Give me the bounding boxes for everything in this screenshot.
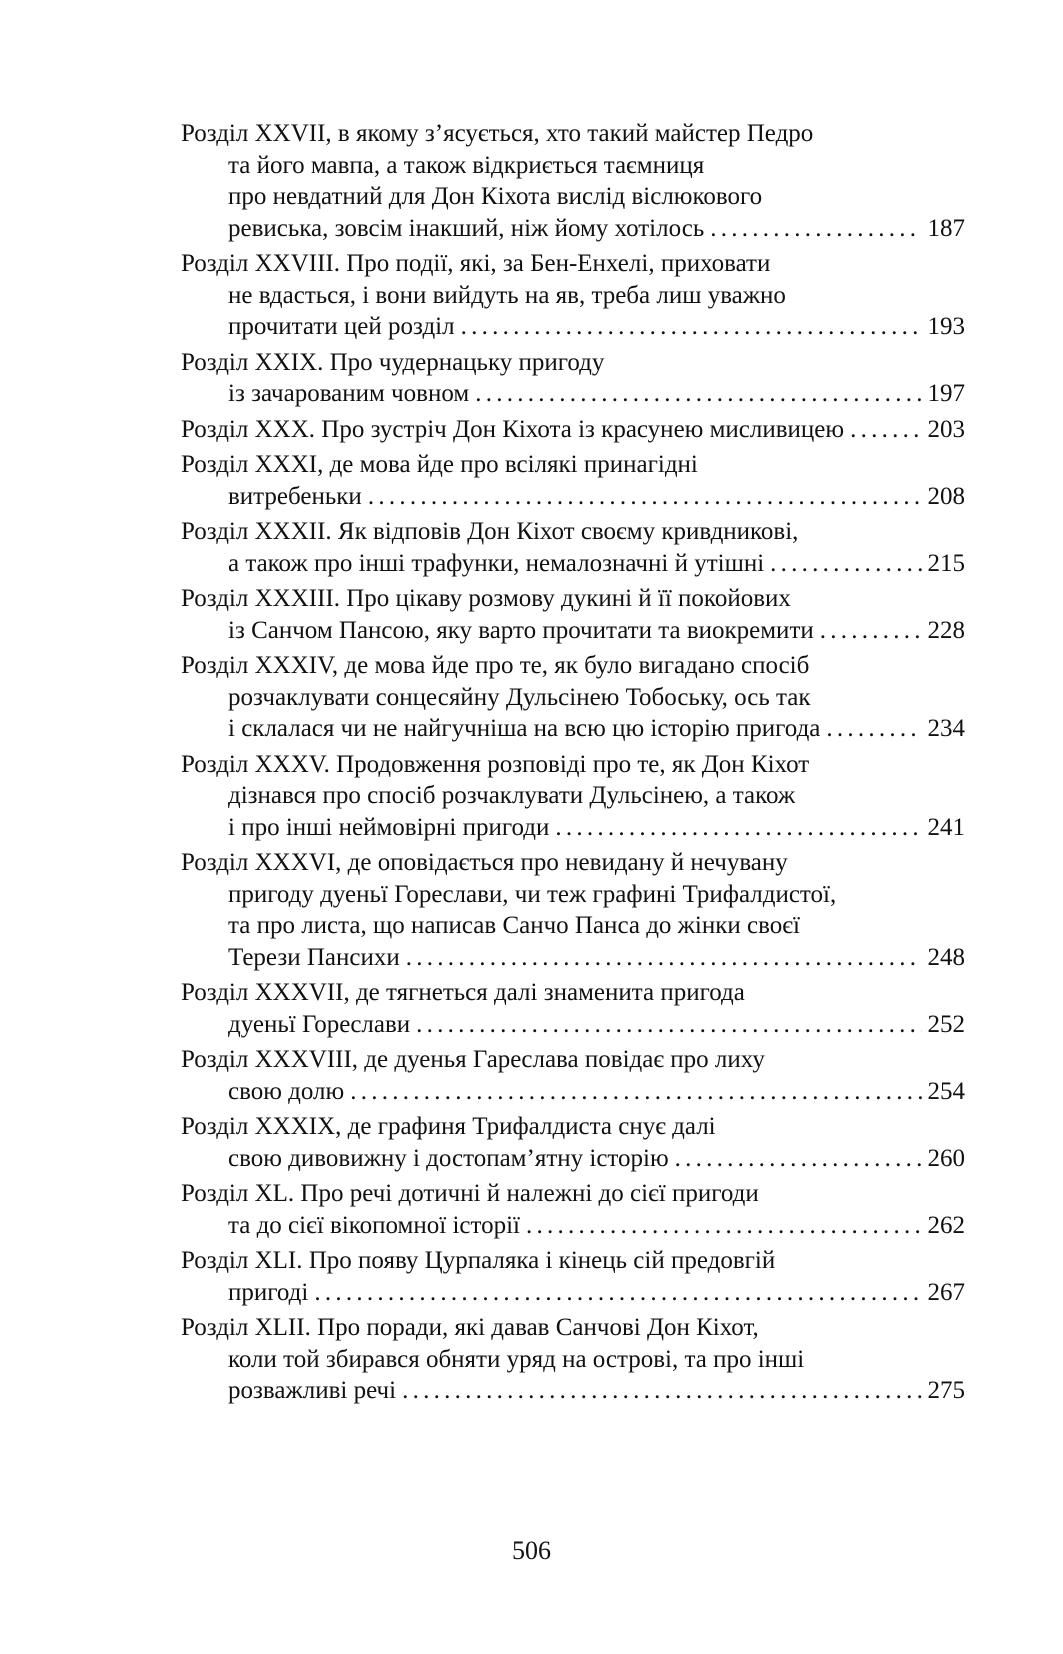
toc-entry — [181, 248, 965, 343]
toc-entry — [181, 977, 965, 1040]
toc-entry-line — [181, 650, 965, 682]
toc-entry-text: та про листа, що написав Санчо Панса до жінки своєї — [228, 912, 800, 939]
toc-entry-text: Розділ XXXVIII, де дуенья Гарeслава повідає про лиху — [181, 1046, 765, 1073]
toc-page-number: 241 — [927, 813, 965, 841]
toc-entry-line — [181, 150, 965, 182]
toc-entry-line — [181, 847, 965, 879]
dot-leader — [820, 615, 922, 647]
toc-entry — [181, 749, 965, 844]
toc-entry-line — [181, 248, 965, 280]
dot-leader — [675, 1143, 922, 1175]
toc-entry-line — [181, 910, 965, 942]
dot-leader — [770, 548, 921, 580]
toc-entry-line — [181, 347, 965, 379]
toc-page-number: 254 — [927, 1077, 965, 1105]
toc-page-number: 228 — [927, 616, 965, 644]
toc-entry-line — [181, 682, 965, 714]
toc-page-number: 208 — [927, 482, 965, 510]
toc-entry — [181, 1178, 965, 1241]
toc-entry-line — [181, 1277, 965, 1309]
toc-entry-line — [181, 481, 965, 513]
toc-entry-line — [181, 1044, 965, 1076]
toc-entry-text: про невдатний для Дон Кіхота вислід віслюкового — [228, 183, 763, 210]
toc-entry-line — [181, 1009, 965, 1041]
toc-entry-text: Розділ XXVII, в якому з’ясується, хто такий майстер Педро — [181, 120, 814, 147]
toc-page-number: 187 — [927, 214, 965, 242]
toc-entry-text: Розділ XXVIII. Про події, які, за Бен-Енхелі, приховати — [181, 250, 771, 277]
dot-leader — [526, 1210, 922, 1242]
toc-entry-text: свою долю — [228, 1077, 345, 1105]
toc-entry-text: Розділ XXXIV, де мова йде про те, як було вигадано спосіб — [181, 652, 810, 679]
toc-entry-text: витребеньки — [228, 482, 362, 510]
toc-page-number: 275 — [927, 1377, 965, 1404]
dot-leader — [314, 1277, 921, 1309]
toc-entry — [181, 1044, 965, 1107]
toc-entry-text: і про інші неймовірні пригоди — [228, 813, 550, 841]
toc-entry-text: Розділ XL. Про речі дотичні й належні до сієї пригоди — [181, 1180, 759, 1207]
dot-leader — [402, 1375, 921, 1407]
toc-entry — [181, 650, 965, 745]
toc-entry-text: не вдасться, і вони вийдуть на яв, треба лиш уважно — [228, 281, 786, 309]
toc-entry — [181, 414, 965, 446]
toc-entry — [181, 847, 965, 973]
toc-entry-line — [181, 977, 965, 1009]
toc-entry — [181, 1312, 965, 1407]
toc-entry — [181, 516, 965, 579]
toc-entry-text: Розділ XXXIII. Про цікаву розмову дукині й її покойових — [181, 585, 791, 612]
toc-entry-text: коли той збирався обняти уряд на острові, та про інші — [228, 1345, 805, 1373]
toc-entry — [181, 1111, 965, 1174]
dot-leader — [475, 378, 921, 410]
toc-entry-text: пригоду дуеньї Горeслави, чи теж графині Трифалдистої, — [228, 880, 837, 908]
toc-entry-text: Розділ XXIX. Про чудернацьку пригоду — [181, 348, 605, 376]
dot-leader — [406, 942, 922, 974]
toc-page-number: 262 — [927, 1211, 965, 1239]
toc-entry-text: а також про інші трафунки, немалозначні й утішні — [228, 549, 765, 577]
toc-entry-text: Терези Пансихи — [228, 943, 400, 971]
dot-leader — [850, 414, 921, 446]
toc-entry-text: та його мавпа, а також відкриється таємниця — [228, 151, 705, 179]
toc-entry-line — [181, 749, 965, 781]
toc-entry-line — [181, 879, 965, 911]
toc-entry-text: ревиська, зовсім інакший, ніж йому хотілось — [228, 214, 705, 242]
toc-page-number: 203 — [927, 415, 965, 443]
toc-entry-line — [181, 1245, 965, 1277]
toc-entry-line — [181, 583, 965, 615]
toc-entry-text: із зачарованим човном — [228, 380, 470, 407]
toc-entry-line — [181, 1312, 965, 1344]
toc-entry-text: пригоді — [228, 1278, 309, 1306]
toc-entry-line — [181, 1375, 965, 1407]
toc-entry-line — [181, 414, 965, 446]
toc-entry — [181, 347, 965, 410]
dot-leader — [368, 481, 922, 513]
toc-entry-text: Розділ XXXVI, де оповідається про невидану й нечувану — [181, 849, 788, 876]
toc-entry-line — [181, 1210, 965, 1242]
toc-entry-line — [181, 1076, 965, 1108]
toc-entry-line — [181, 1344, 965, 1376]
dot-leader — [710, 213, 921, 245]
toc-page-number: 248 — [927, 943, 965, 971]
toc-entry-text: розважливі речі — [228, 1377, 397, 1404]
toc-entry-text: Розділ XXXIX, де графиня Трифалдиста снує далі — [181, 1113, 716, 1140]
toc-entry-line — [181, 942, 965, 974]
toc-entry-text: дуеньї Горeслави — [228, 1010, 411, 1038]
toc-page-number: 267 — [927, 1278, 965, 1306]
toc-entry-line — [181, 118, 965, 150]
toc-entry-line — [181, 449, 965, 481]
toc-entry-text: Розділ XXXV. Продовження розповіді про те, як Дон Кіхот — [181, 750, 810, 778]
toc-entry-line — [181, 213, 965, 245]
toc-entry-line — [181, 1111, 965, 1143]
toc-entry — [181, 118, 965, 244]
toc-entry — [181, 583, 965, 646]
toc-page-number: 260 — [927, 1144, 965, 1172]
toc-entry-line — [181, 812, 965, 844]
dot-leader — [461, 311, 922, 343]
dot-leader — [826, 713, 921, 745]
toc-entry-text: і склалася чи не найгучніша на всю цю історію пригода — [228, 715, 821, 742]
toc-entry-text: із Санчом Пансою, яку варто прочитати та виокремити — [228, 616, 814, 644]
toc-entry-text: Розділ XXXI, де мова йде про всілякі принагідні — [181, 451, 698, 478]
toc-entry-line — [181, 516, 965, 548]
toc-entry — [181, 449, 965, 512]
toc-entry-text: Розділ XXX. Про зустріч Дон Кіхота із красунею мисливицею — [181, 415, 845, 443]
toc-entry-text: Розділ XLII. Про поради, які давав Санчові Дон Кіхот, — [181, 1314, 759, 1341]
toc-entry-line — [181, 780, 965, 812]
toc-entry-text: свою дивовижну і достопам’ятну історію — [228, 1144, 669, 1172]
toc-entry-line — [181, 181, 965, 213]
toc-entry-line — [181, 713, 965, 745]
toc-entry-text: прочитати цей розділ — [228, 313, 455, 340]
toc-page-number: 252 — [927, 1010, 965, 1038]
toc-entry-text: Розділ XLI. Про появу Цурпаляка і кінець сій предовгій — [181, 1247, 776, 1274]
toc-entry-line — [181, 1143, 965, 1175]
toc-page-number: 215 — [927, 549, 965, 577]
toc-entry-line — [181, 548, 965, 580]
toc-entry-line — [181, 311, 965, 343]
page-number: 506 — [512, 1536, 551, 1565]
toc-page-number: 234 — [927, 715, 965, 742]
dot-leader — [416, 1009, 921, 1041]
toc-entry-text: розчаклувати сонцесяйну Дульсінею Тобоську, ось так — [228, 683, 811, 711]
dot-leader — [555, 812, 921, 844]
toc-page-number: 197 — [927, 380, 965, 407]
toc-entry-line — [181, 280, 965, 312]
toc-entry — [181, 1245, 965, 1308]
toc-entry-text: Розділ XXXII. Як відповів Дон Кіхот своєму кривдникові, — [181, 518, 799, 545]
toc-entry-text: Розділ XXXVII, де тягнеться далі знаменита пригода — [181, 979, 745, 1006]
toc-entry-text: та до сієї вікопомної історії — [228, 1211, 520, 1239]
dot-leader — [350, 1076, 921, 1108]
table-of-contents — [181, 118, 965, 1411]
toc-entry-line — [181, 378, 965, 410]
toc-entry-text: дізнався про спосіб розчаклувати Дульсінею, а також — [228, 782, 796, 809]
toc-page-number: 193 — [927, 313, 965, 340]
toc-entry-line — [181, 1178, 965, 1210]
toc-entry-line — [181, 615, 965, 647]
